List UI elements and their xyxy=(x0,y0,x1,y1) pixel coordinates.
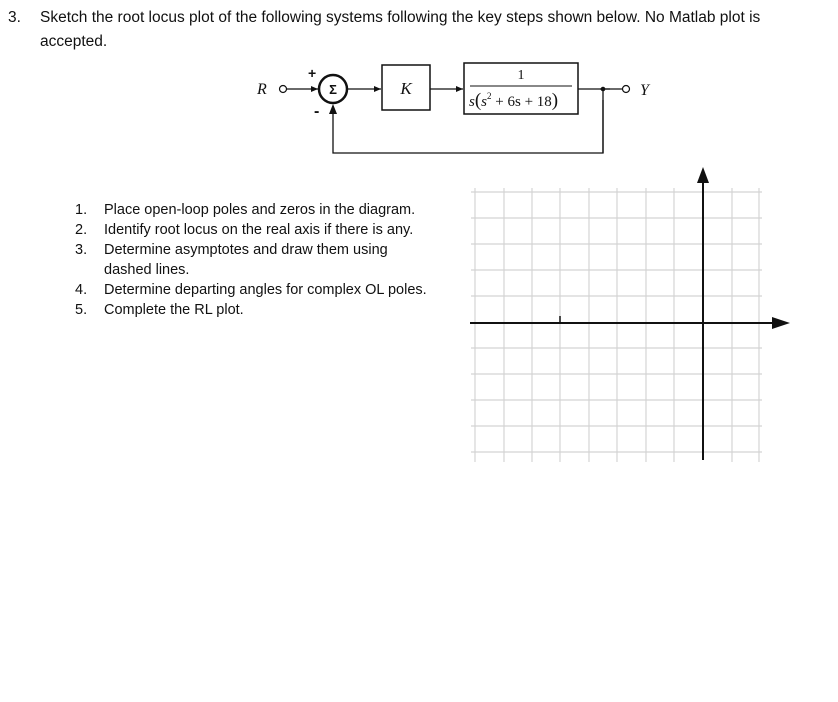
minus-sign: - xyxy=(314,103,320,120)
tf-power: 2 xyxy=(487,91,492,101)
feedback-arrowhead xyxy=(329,104,337,114)
step-text: Identify root locus on the real axis if there is any. xyxy=(104,222,414,238)
feedback-return-line xyxy=(333,100,603,153)
tf-s-inner: s xyxy=(481,94,488,110)
problem-statement xyxy=(8,6,823,54)
feedback-path xyxy=(325,100,610,160)
imag-axis-arrowhead xyxy=(697,167,709,183)
step-text: Place open-loop poles and zeros in the diagram. xyxy=(104,202,416,218)
tf-rest: + 6s + 18 xyxy=(491,94,552,110)
problem-number: 3. xyxy=(8,9,21,26)
root-locus-grid xyxy=(468,164,798,464)
output-continuation xyxy=(600,80,670,110)
step-number: 2. xyxy=(75,222,88,238)
problem-text: Sketch the root locus plot of the following systems following the key steps shown below. No Matlab plot is accepted. xyxy=(40,9,761,50)
step-text: Determine asymptotes and draw them using xyxy=(104,242,388,258)
steps-list xyxy=(75,200,455,320)
step-item xyxy=(75,200,455,220)
step-item xyxy=(75,220,455,240)
tf-numerator: 1 xyxy=(517,68,525,83)
tf-open-paren: ( xyxy=(474,90,482,111)
step-text-continued: dashed lines. xyxy=(104,262,190,278)
step-text: Determine departing angles for complex OL poles. xyxy=(104,282,427,298)
step-text: Complete the RL plot. xyxy=(104,302,244,318)
output-dot xyxy=(601,87,606,92)
step-number: 4. xyxy=(75,282,88,298)
step-number: 3. xyxy=(75,242,88,258)
step-item xyxy=(75,300,455,320)
input-label: R xyxy=(257,81,267,98)
step-number: 1. xyxy=(75,202,88,218)
tf-close-paren: ) xyxy=(551,90,559,111)
real-axis-arrowhead xyxy=(772,317,790,329)
gain-label: K xyxy=(400,79,412,98)
tf-s-outer: s xyxy=(469,94,475,110)
step-number: 5. xyxy=(75,302,88,318)
input-terminal xyxy=(280,86,287,93)
step-item xyxy=(75,280,455,300)
grid-lines xyxy=(471,188,762,462)
step-item xyxy=(75,240,455,280)
output-label: Y xyxy=(640,82,649,99)
plus-sign: + xyxy=(308,65,317,81)
sum-symbol: Σ xyxy=(329,82,337,97)
output-terminal xyxy=(623,86,630,93)
